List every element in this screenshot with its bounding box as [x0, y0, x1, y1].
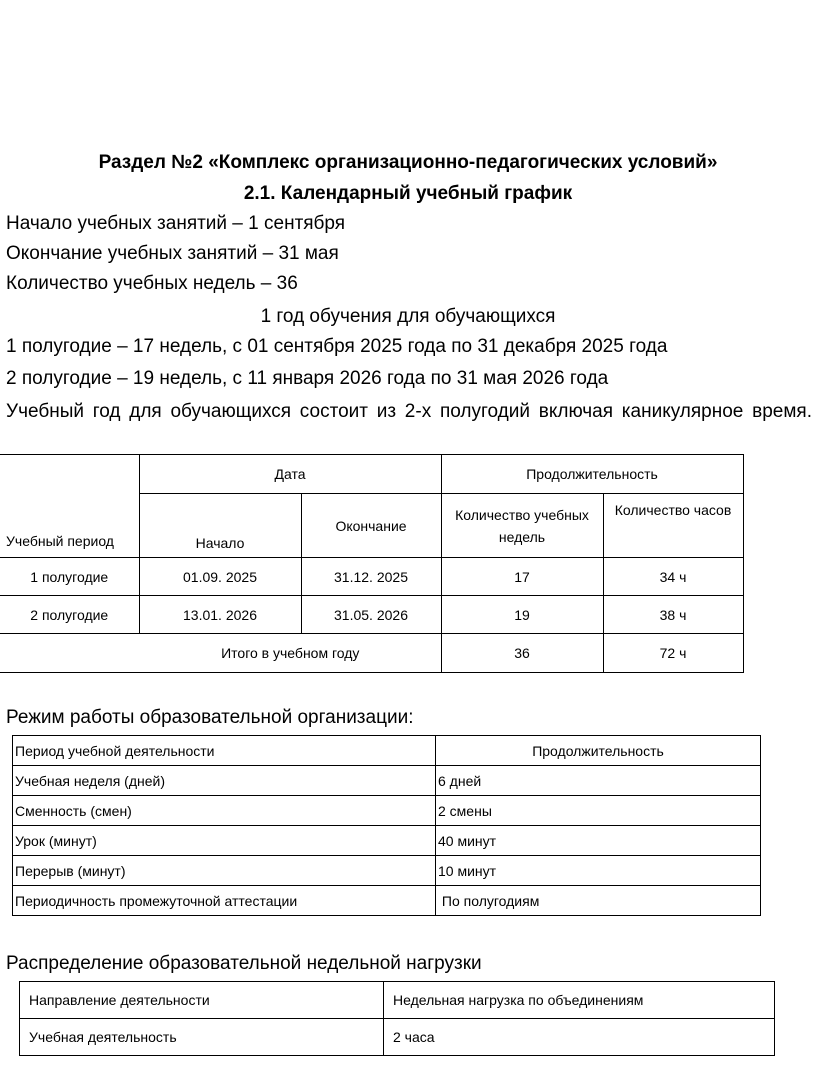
row-hours: 34 ч [603, 558, 743, 596]
mode-row-value: 10 минут [436, 856, 761, 886]
mode-row-value: По полугодиям [436, 886, 761, 916]
header-date: Дата [139, 455, 441, 494]
weeks-line: Количество учебных недель – 36 [6, 273, 298, 294]
mode-table [12, 735, 761, 916]
row-weeks: 17 [441, 558, 603, 596]
row-end: 31.05. 2026 [301, 596, 441, 634]
load-title: Распределение образовательной недельной нагрузки [6, 953, 482, 974]
row-hours: 38 ч [603, 596, 743, 634]
year-title: 1 год обучения для обучающихся [260, 306, 556, 327]
mode-row [13, 796, 761, 826]
mode-row-label: Учебная неделя (дней) [13, 766, 436, 796]
header-period: Учебный период [0, 455, 139, 558]
calendar-total-row [0, 634, 743, 673]
half2-line: 2 полугодие – 19 недель, с 11 января 2026 года по 31 мая 2026 года [6, 368, 609, 389]
header-start: Начало [139, 494, 301, 558]
mode-header-duration: Продолжительность [436, 736, 761, 766]
mode-header-row [13, 736, 761, 766]
mode-row [13, 826, 761, 856]
mode-row-value: 40 минут [436, 826, 761, 856]
subsection-title: 2.1. Календарный учебный график [243, 183, 573, 204]
header-weeks: Количество учебных недель [441, 494, 603, 558]
header-end: Окончание [301, 494, 441, 558]
load-header-row [20, 982, 775, 1019]
mode-row-value: 6 дней [436, 766, 761, 796]
total-label: Итого в учебном году [0, 634, 441, 673]
mode-row [13, 886, 761, 916]
section-title: Раздел №2 «Комплекс организационно-педагогических условий» [98, 152, 718, 173]
header-duration: Продолжительность [441, 455, 743, 494]
load-table [19, 981, 775, 1056]
row-period: 2 полугодие [0, 596, 139, 634]
load-row [20, 1019, 775, 1056]
load-row-direction: Учебная деятельность [20, 1019, 384, 1056]
calendar-row [0, 558, 743, 596]
end-date-line: Окончание учебных занятий – 31 мая [6, 243, 339, 264]
row-weeks: 19 [441, 596, 603, 634]
row-end: 31.12. 2025 [301, 558, 441, 596]
header-hours: Количество часов [603, 494, 743, 558]
mode-row-label: Сменность (смен) [13, 796, 436, 826]
total-hours: 72 ч [603, 634, 743, 673]
mode-row [13, 856, 761, 886]
mode-row [13, 766, 761, 796]
calendar-header-row [0, 455, 743, 494]
total-weeks: 36 [441, 634, 603, 673]
load-header-direction: Направление деятельности [20, 982, 384, 1019]
row-start: 13.01. 2026 [139, 596, 301, 634]
row-start: 01.09. 2025 [139, 558, 301, 596]
mode-row-label: Перерыв (минут) [13, 856, 436, 886]
load-row-load: 2 часа [384, 1019, 775, 1056]
mode-row-label: Урок (минут) [13, 826, 436, 856]
calendar-row [0, 596, 743, 634]
mode-header-period: Период учебной деятельности [13, 736, 436, 766]
load-header-load: Недельная нагрузка по объединениям [384, 982, 775, 1019]
start-date-line: Начало учебных занятий – 1 сентября [6, 213, 346, 234]
half1-line: 1 полугодие – 17 недель, с 01 сентября 2025 года по 31 декабря 2025 года [6, 336, 668, 357]
row-period: 1 полугодие [0, 558, 139, 596]
mode-title: Режим работы образовательной организации: [6, 707, 414, 728]
mode-row-value: 2 смены [436, 796, 761, 826]
mode-row-label: Периодичность промежуточной аттестации [13, 886, 436, 916]
calendar-table [0, 454, 744, 673]
note-paragraph: Учебный год для обучающихся состоит из 2-х полугодий включая каникулярное время. [6, 401, 812, 422]
